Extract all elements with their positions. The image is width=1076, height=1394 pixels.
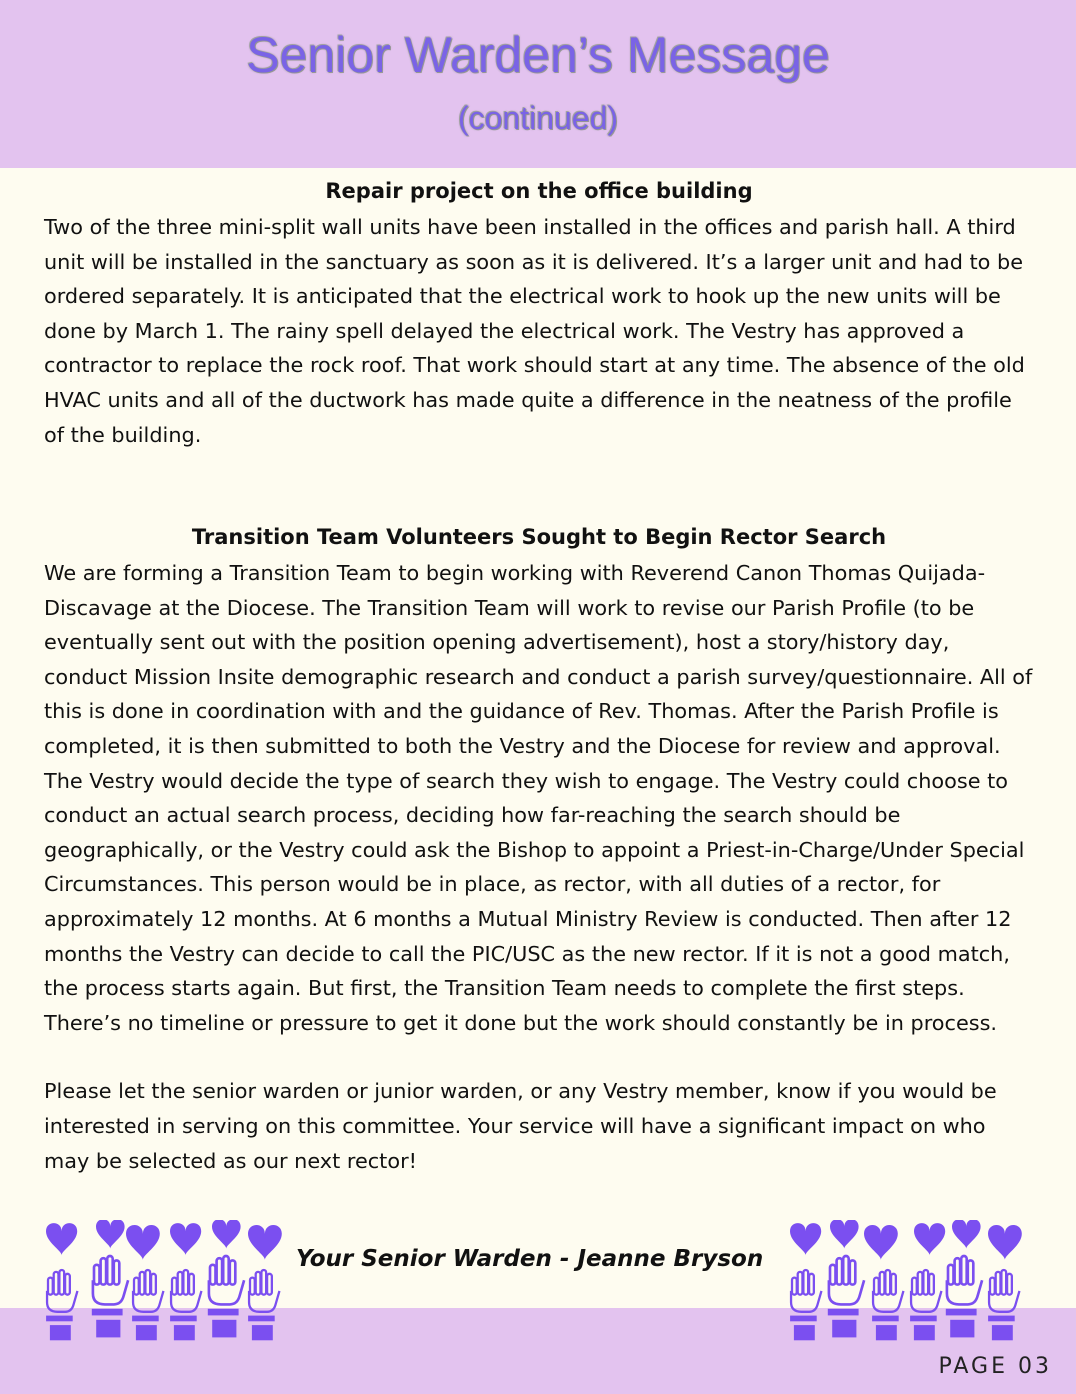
section-body-closing: Please let the senior warden or junior warden, or any Vestry member, know if you would be interested in serving on this committee. Your service will have a significant impact on who may be selected as our next rector! xyxy=(44,1079,997,1173)
section-body: We are forming a Transition Team to begin working with Reverend Canon Thomas Quijada-Discavage at the Diocese. The Transition Team will work to revise our Parish Profile (to be eventually sent out with the position opening advertisement), host a story/history day, conduct Mission Insite demographic research and conduct a parish survey/questionnaire. All of this is done in coordination with and the guidance of Rev. Thomas. After the Parish Profile is completed, it is then submitted to both the Vestry and the Diocese for review and approval. The Vestry would decide the type of search they wish to engage. The Vestry could choose to conduct an actual search process, deciding how far-reaching the search should be geographically, or the Vestry could ask the Bishop to appoint a Priest-in-Charge/Under Special Circumstances. This person would be in place, as rector, with all duties of a rector, for approximately 12 months. At 6 months a Mutual Ministry Review is conducted. Then after 12 months the Vestry can decide to call the PIC/USC as the new rector. If it is not a good match, the process starts again. But first, the Transition Team needs to complete the first steps. There’s no timeline or pressure to get it done but the work should constantly be in process. xyxy=(44,561,1033,1035)
signature: Your Senior Warden - Jeanne Bryson xyxy=(296,1246,764,1272)
header-band xyxy=(0,0,1076,168)
section-body: Two of the three mini-split wall units have been installed in the offices and parish hall. A third unit will be installed in the sanctuary as soon as it is delivered. It’s a larger unit and had to be ordered separately. It is anticipated that the electrical work to hook up the new units will be done by March 1. The rainy spell delayed the electrical work. The Vestry has approved a contractor to replace the rock roof. That work should start at any time. The absence of the old HVAC units and all of the ductwork has made quite a difference in the neatness of the profile of the building. xyxy=(44,215,1025,447)
section-title: Transition Team Volunteers Sought to Begin Rector Search xyxy=(191,525,887,549)
page-title: Senior Warden’s Message xyxy=(246,27,830,83)
section-title: Repair project on the office building xyxy=(325,179,753,203)
section-repair-project xyxy=(44,176,1034,452)
section-transition-team xyxy=(44,522,1034,1178)
page-number: PAGE 03 xyxy=(938,1354,1052,1379)
raised-hands-hearts-illustration-right xyxy=(784,1220,1028,1342)
page-subtitle: (continued) xyxy=(457,100,619,136)
raised-hands-hearts-illustration-left xyxy=(40,1220,284,1342)
